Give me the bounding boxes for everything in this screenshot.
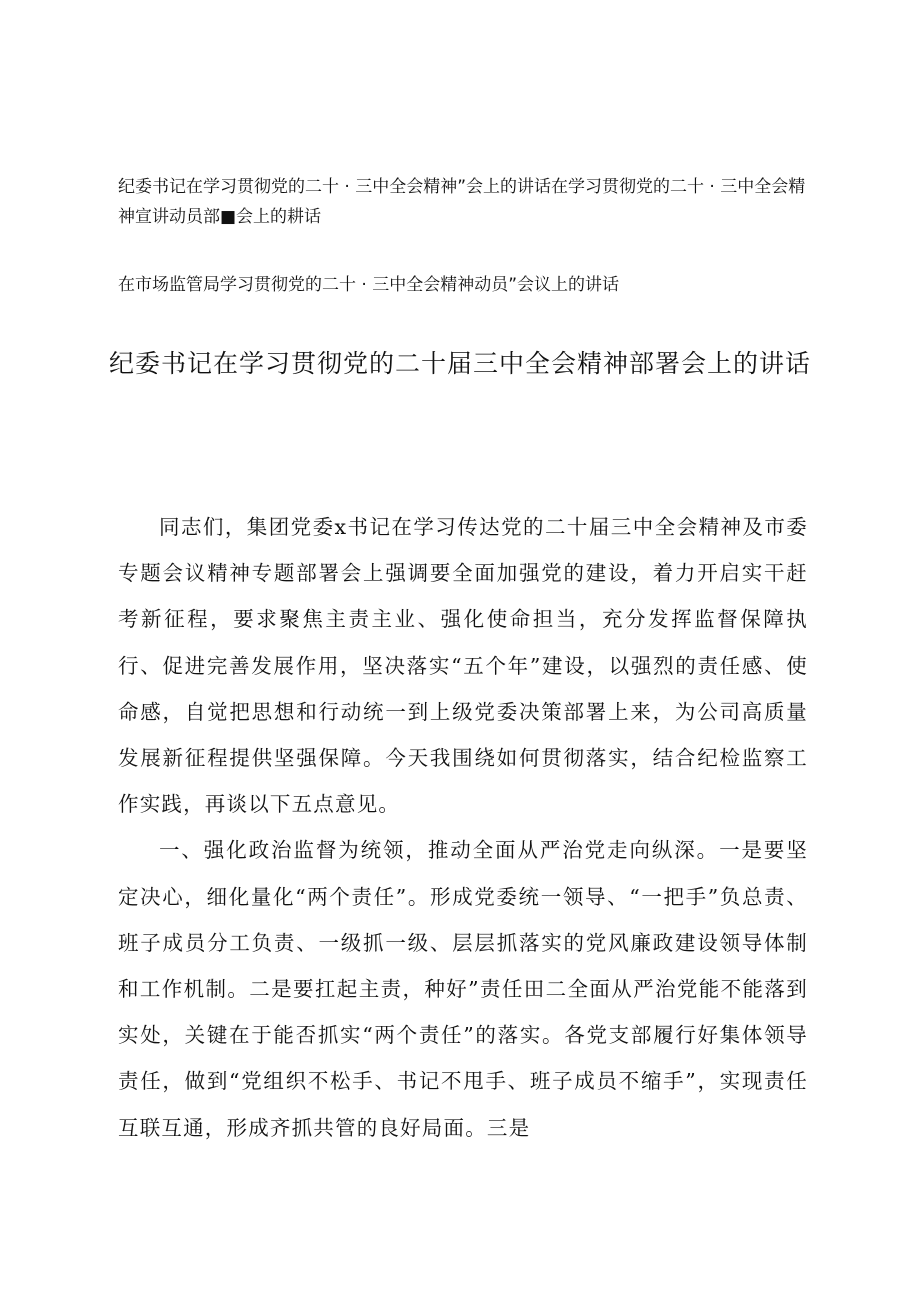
body-paragraph-1: 同志们，集团党委x书记在学习传达党的二十届三中全会精神及市委专题会议精神专题部署会上强调要全面加强党的建设，着力开启实干赶考新征程，要求聚焦主责主业、强化使命担当，充分发挥监督保障执行、促进完善发展作用，坚决落实“五个年”建设，以强烈的责任感、使命感，自觉把思想和行动统一到上级党委决策部署上来，为公司高质量发展新征程提供坚强保障。今天我围绕如何贯彻落实，结合纪检监察工作实践，再谈以下五点意见。: [118, 515, 808, 817]
document-title: 纪委书记在学习贯彻党的二十届三中全会精神部署会上的讲话: [108, 349, 811, 378]
related-article-1[interactable]: 纪委书记在学习贯彻党的二十 · 三中全会精神”会上的讲话在学习贯彻党的二十 · 三中全会精神宣讲动员部■会上的耕话: [118, 177, 806, 227]
list-spacer: [118, 232, 818, 270]
related-article-2[interactable]: 在市场监管局学习贯彻党的二十 · 三中全会精神动员”会议上的讲话: [118, 275, 620, 295]
related-articles-list: [118, 172, 818, 300]
body-paragraph-2: 一、强化政治监督为统领，推动全面从严治党走向纵深。一是要坚定决心，细化量化“两个责任”。形成党委统一领导、“一把手”负总责、班子成员分工负责、一级抓一级、层层抓落实的党风廉政建设领导体制和工作机制。二是要扛起主责，种好”责任田二全面从严治党能不能落到实处，关键在于能否抓实“两个责任”的落实。各党支部履行好集体领导责任，做到“党组织不松手、书记不甩手、班子成员不缩手”，实现责任互联互通，形成齐抓共管的良好局面。三是: [118, 838, 808, 1140]
document-body: [118, 504, 808, 1151]
